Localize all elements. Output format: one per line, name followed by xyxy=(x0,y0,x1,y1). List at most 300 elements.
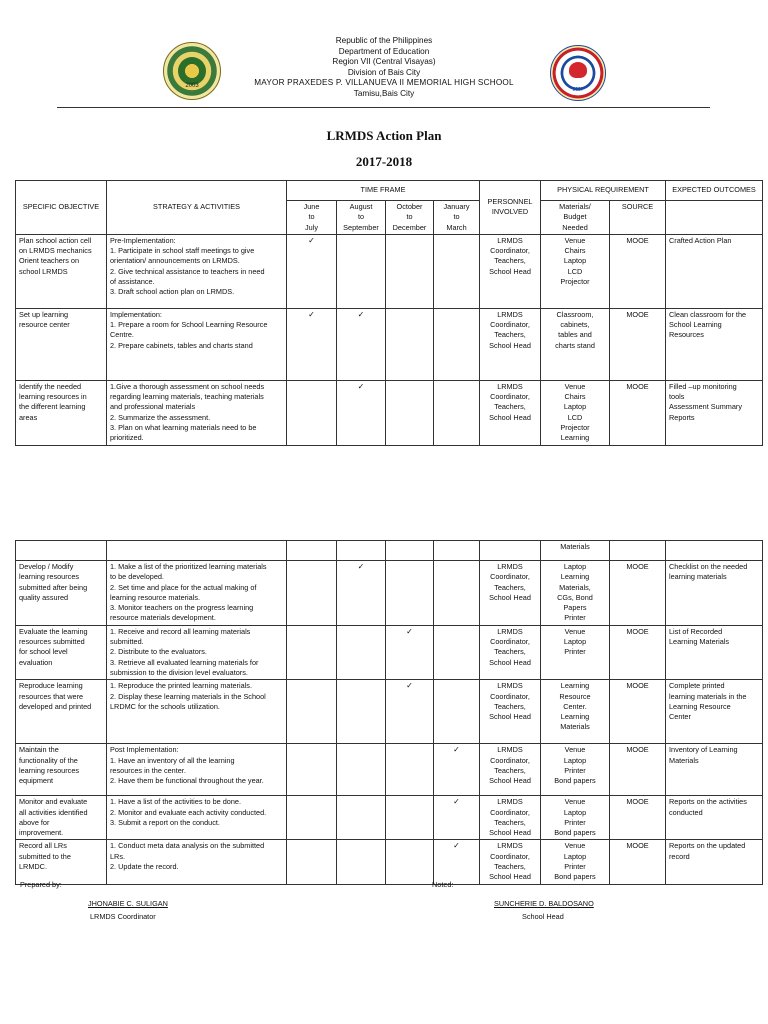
materials-cell-line: Resource xyxy=(559,691,591,701)
outcome-cell xyxy=(666,744,763,796)
outcome-cell xyxy=(666,308,763,380)
timeframe-cell xyxy=(337,380,386,445)
materials-cell-line: Laptop xyxy=(563,851,587,861)
materials-cell-line: Learning xyxy=(560,433,590,443)
source-cell: MOOE xyxy=(610,380,666,445)
strategy-cell xyxy=(107,308,287,380)
timeframe-cell xyxy=(386,744,434,796)
materials-cell-line: Projector xyxy=(560,423,590,433)
objective-cell xyxy=(16,680,107,744)
outcome-cell-line: Assessment Summary xyxy=(669,402,742,412)
objective-cell xyxy=(16,308,107,380)
outcome-cell-line: learning materials in the xyxy=(669,691,747,701)
outcome-cell-line: Learning Resource xyxy=(669,701,731,711)
materials-cell-line: charts stand xyxy=(555,340,595,350)
header-tf-aug-sep: August to September xyxy=(337,201,386,235)
objective-cell-line: LRMDC. xyxy=(19,862,47,872)
materials-cell-line: cabinets, xyxy=(560,320,590,330)
outcome-cell-line: learning materials xyxy=(669,572,727,582)
header-strategy-activities: STRATEGY & ACTIVITIES xyxy=(107,181,287,235)
objective-cell xyxy=(16,234,107,308)
timeframe-cell xyxy=(337,680,386,744)
school-seal-logo xyxy=(163,42,221,100)
table-row xyxy=(16,625,763,679)
table-row xyxy=(16,744,763,796)
personnel-cell xyxy=(480,796,541,840)
header-specific-objective: SPECIFIC OBJECTIVE xyxy=(16,181,107,235)
objective-cell-line: Record all LRs xyxy=(19,841,67,851)
checkmark-icon: ✓ xyxy=(406,626,413,636)
action-plan-table-page1 xyxy=(15,180,763,446)
seal-emblem-icon xyxy=(178,57,206,85)
materials-cell-line: LCD xyxy=(567,266,583,276)
strategy-cell xyxy=(107,625,287,679)
objective-cell-line: Monitor and evaluate xyxy=(19,797,88,807)
checkmark-icon: ✓ xyxy=(357,562,365,571)
timeframe-cell xyxy=(386,680,434,744)
objective-cell-line: Plan school action cell xyxy=(19,235,92,245)
timeframe-cell xyxy=(434,840,480,884)
page-title: LRMDS Action Plan xyxy=(326,128,442,143)
noter-name: SUNCHERIE D. BALDOSANO xyxy=(494,899,594,908)
source-cell: MOOE xyxy=(610,625,666,679)
personnel-cell-line: School Head xyxy=(489,657,531,667)
strategy-cell-line: prioritized. xyxy=(110,433,144,443)
personnel-cell-line: LRMDS xyxy=(497,841,523,851)
header-source: SOURCE xyxy=(610,201,666,235)
materials-cell-line: Laptop xyxy=(563,755,587,765)
objective-cell-line: for school level xyxy=(19,647,68,657)
timeframe-cell xyxy=(287,744,337,796)
outcome-cell xyxy=(666,234,763,308)
objective-cell xyxy=(16,561,107,626)
timeframe-cell xyxy=(434,680,480,744)
header-deped: Department of Education xyxy=(338,46,430,56)
objective-cell-line: Set up learning xyxy=(19,309,69,319)
objective-cell-line: learning resources xyxy=(19,572,80,582)
strategy-cell-line: 3. Submit a report on the conduct. xyxy=(110,817,220,827)
continuation-cell xyxy=(16,541,107,561)
personnel-cell-line: Teachers, xyxy=(494,817,526,827)
timeframe-cell xyxy=(386,561,434,626)
outcome-cell-line: List of Recorded xyxy=(669,626,723,636)
header-divider xyxy=(57,107,710,108)
materials-cell xyxy=(541,680,610,744)
timeframe-cell xyxy=(337,796,386,840)
objective-cell-line: submitted to the xyxy=(19,851,71,861)
prepared-by-label: Prepared by: xyxy=(20,880,62,889)
header-tf-oct-dec: October to December xyxy=(386,201,434,235)
strategy-cell-line: 3. Retrieve all evaluated learning materials for xyxy=(110,657,259,667)
personnel-cell-line: Teachers, xyxy=(494,256,526,266)
materials-cell xyxy=(541,796,610,840)
timeframe-cell xyxy=(434,625,480,679)
strategy-cell xyxy=(107,380,287,445)
strategy-cell-line: and professional materials xyxy=(110,402,196,412)
source-cell: MOOE xyxy=(610,308,666,380)
personnel-cell-line: Teachers, xyxy=(494,330,526,340)
objective-cell-line: resources that were xyxy=(19,691,84,701)
personnel-cell-line: School Head xyxy=(489,266,531,276)
strategy-cell-line: to be developed. xyxy=(110,572,164,582)
materials-cell-line: Laptop xyxy=(563,637,587,647)
strategy-cell-line: orientation/ announcements on LRMDS. xyxy=(110,256,240,266)
checkmark-icon: ✓ xyxy=(453,745,460,755)
outcome-cell-line: record xyxy=(669,851,690,861)
outcome-cell xyxy=(666,840,763,884)
personnel-cell-line: School Head xyxy=(489,828,531,838)
materials-cell-line: Venue xyxy=(564,841,586,851)
header-materials-budget: Materials/ Budget Needed xyxy=(541,201,610,235)
materials-cell-line: tables and xyxy=(558,330,592,340)
materials-cell-line: Printer xyxy=(564,817,586,827)
materials-cell-line: Learning xyxy=(560,572,590,582)
table-row xyxy=(16,796,763,840)
outcome-cell-line: Complete printed xyxy=(669,681,725,691)
table-row xyxy=(16,234,763,308)
materials-cell xyxy=(541,380,610,445)
objective-cell-line: functionality of the xyxy=(19,755,78,765)
strategy-cell-line: 2. Prepare cabinets, tables and charts stand xyxy=(110,340,253,350)
outcome-cell-line: Reports on the updated xyxy=(669,841,746,851)
personnel-cell-line: Teachers, xyxy=(494,582,526,592)
timeframe-cell xyxy=(287,625,337,679)
outcome-cell-line: Resources xyxy=(669,330,704,340)
source-cell: MOOE xyxy=(610,744,666,796)
objective-cell-line: Orient teachers on xyxy=(19,256,80,266)
strategy-cell-line: Post Implementation: xyxy=(110,745,179,755)
header-tf-jan-mar: January to March xyxy=(434,201,480,235)
table-row xyxy=(16,840,763,884)
objective-cell-line: Maintain the xyxy=(19,745,59,755)
personnel-cell xyxy=(480,625,541,679)
personnel-cell xyxy=(480,561,541,626)
strategy-cell-line: Pre-Implementation: xyxy=(110,235,176,245)
header-tf-june-july: June to July xyxy=(287,201,337,235)
continuation-cell xyxy=(610,541,666,561)
outcome-cell-line: Center xyxy=(669,712,691,722)
personnel-cell-line: Coordinator, xyxy=(490,851,530,861)
objective-cell-line: improvement. xyxy=(19,828,64,838)
timeframe-cell xyxy=(386,308,434,380)
header-time-frame: TIME FRAME xyxy=(287,181,480,201)
checkmark-icon: ✓ xyxy=(357,381,365,391)
timeframe-cell xyxy=(434,308,480,380)
continuation-cell xyxy=(480,541,541,561)
personnel-cell-line: School Head xyxy=(489,412,531,422)
timeframe-cell xyxy=(386,840,434,884)
timeframe-cell xyxy=(386,796,434,840)
outcome-cell-line: Crafted Action Plan xyxy=(669,235,732,245)
personnel-cell-line: Coordinator, xyxy=(490,572,530,582)
personnel-cell-line: LRMDS xyxy=(497,562,523,571)
objective-cell-line: Develop / Modify xyxy=(19,562,74,571)
strategy-cell-line: 1. Conduct meta data analysis on the submitted xyxy=(110,841,265,851)
personnel-cell-line: School Head xyxy=(489,872,531,882)
timeframe-cell xyxy=(337,840,386,884)
table-row xyxy=(16,380,763,445)
source-cell: MOOE xyxy=(610,234,666,308)
outcome-cell-line: Inventory of Learning xyxy=(669,745,738,755)
materials-cell xyxy=(541,840,610,884)
materials-cell-line: Bond papers xyxy=(554,828,596,838)
materials-cell-line: Laptop xyxy=(563,807,587,817)
personnel-cell-line: LRMDS xyxy=(497,745,523,755)
materials-cell-line: Bond papers xyxy=(554,776,596,786)
timeframe-cell xyxy=(434,796,480,840)
strategy-cell-line: resource materials development. xyxy=(110,613,216,623)
strategy-cell-line: learning resource materials. xyxy=(110,592,201,602)
strategy-cell-line: 2. Display these learning materials in the School xyxy=(110,691,266,701)
continuation-materials: Materials xyxy=(541,541,610,561)
preparer-title: LRMDS Coordinator xyxy=(90,912,156,921)
materials-cell-line: Laptop xyxy=(563,256,587,266)
objective-cell-line: school LRMDS xyxy=(19,266,68,276)
header-expected-outcomes: EXPECTED OUTCOMES xyxy=(666,181,763,201)
timeframe-cell xyxy=(287,561,337,626)
materials-cell-line: Venue xyxy=(564,235,586,245)
objective-cell-line: above for xyxy=(19,817,50,827)
outcome-cell-line: Checklist on the needed xyxy=(669,562,748,571)
timeframe-cell xyxy=(337,234,386,308)
materials-cell-line: Printer xyxy=(564,647,586,657)
strategy-cell-line: 1. Have an inventory of all the learning xyxy=(110,755,235,765)
strategy-cell xyxy=(107,840,287,884)
timeframe-cell xyxy=(287,380,337,445)
timeframe-cell xyxy=(287,840,337,884)
timeframe-cell xyxy=(434,234,480,308)
objective-cell-line: quality assured xyxy=(19,592,69,602)
personnel-cell-line: LRMDS xyxy=(497,381,523,391)
objective-cell-line: areas xyxy=(19,412,38,422)
continuation-cell xyxy=(107,541,287,561)
strategy-cell-line: 1. Have a list of the activities to be done. xyxy=(110,797,242,807)
header-division: Division of Bais City xyxy=(347,67,421,77)
strategy-cell-line: submitted. xyxy=(110,637,144,647)
materials-cell-line: Center. xyxy=(563,701,587,711)
strategy-cell-line: 1. Make a list of the prioritized learning materials xyxy=(110,562,267,571)
personnel-cell-line: School Head xyxy=(489,340,531,350)
objective-cell-line: evaluation xyxy=(19,657,53,667)
outcome-cell-line: Reports on the activities xyxy=(669,797,747,807)
timeframe-cell xyxy=(434,561,480,626)
objective-cell-line: all activities identified xyxy=(19,807,88,817)
personnel-cell-line: LRMDS xyxy=(497,235,523,245)
strategy-cell-line: 2. Distribute to the evaluators. xyxy=(110,647,207,657)
outcome-cell-line: Learning Materials xyxy=(669,637,730,647)
timeframe-cell xyxy=(337,308,386,380)
personnel-cell-line: Teachers, xyxy=(494,402,526,412)
materials-cell-line: Projector xyxy=(560,277,590,287)
personnel-cell-line: Coordinator, xyxy=(490,755,530,765)
checkmark-icon: ✓ xyxy=(406,681,413,691)
timeframe-cell xyxy=(386,625,434,679)
outcome-cell-line: tools xyxy=(669,392,685,402)
personnel-cell-line: Coordinator, xyxy=(490,320,530,330)
objective-cell-line: the different learning xyxy=(19,402,86,412)
personnel-cell xyxy=(480,744,541,796)
outcome-cell xyxy=(666,380,763,445)
outcome-cell xyxy=(666,680,763,744)
personnel-cell-line: Teachers, xyxy=(494,765,526,775)
strategy-cell-line: 2. Have them be functional throughout the year. xyxy=(110,776,264,786)
personnel-cell xyxy=(480,680,541,744)
continuation-cell xyxy=(287,541,337,561)
outcome-cell xyxy=(666,796,763,840)
page1-rows xyxy=(16,234,763,445)
continuation-cell xyxy=(337,541,386,561)
table-row xyxy=(16,308,763,380)
personnel-cell-line: Teachers, xyxy=(494,701,526,711)
personnel-cell-line: LRMDS xyxy=(497,681,523,691)
strategy-cell xyxy=(107,561,287,626)
personnel-cell-line: LRMDS xyxy=(497,309,523,319)
table-row xyxy=(16,680,763,744)
personnel-cell-line: Teachers, xyxy=(494,862,526,872)
materials-cell-line: Printer xyxy=(564,862,586,872)
outcome-cell xyxy=(666,625,763,679)
outcome-cell xyxy=(666,561,763,626)
objective-cell-line: Reproduce learning xyxy=(19,681,83,691)
materials-cell-line: Laptop xyxy=(563,402,587,412)
strategy-cell xyxy=(107,796,287,840)
objective-cell-line: learning resources xyxy=(19,765,80,775)
source-cell: MOOE xyxy=(610,840,666,884)
header-school-name: MAYOR PRAXEDES P. VILLANUEVA II MEMORIAL HIGH SCHOOL xyxy=(254,78,514,88)
strategy-cell-line: resources in the center. xyxy=(110,765,186,775)
personnel-cell-line: School Head xyxy=(489,712,531,722)
header-region: Region VII (Central Visayas) xyxy=(332,57,436,67)
strategy-cell-line: Centre. xyxy=(110,330,134,340)
materials-cell xyxy=(541,308,610,380)
preparer-name: JHONABIE C. SULIGAN xyxy=(88,899,168,908)
personnel-cell-line: Coordinator, xyxy=(490,637,530,647)
materials-cell-line: Materials xyxy=(560,722,590,732)
personnel-cell-line: Coordinator, xyxy=(490,691,530,701)
header-personnel-line: PERSONNEL xyxy=(487,197,533,207)
outcome-cell-line: Materials xyxy=(669,755,699,765)
strategy-cell-line: 1. Reproduce the printed learning materials. xyxy=(110,681,252,691)
division-seal-year: 2007 xyxy=(572,87,584,93)
heart-emblem-icon xyxy=(569,62,587,78)
materials-cell xyxy=(541,744,610,796)
materials-cell xyxy=(541,561,610,626)
materials-cell xyxy=(541,625,610,679)
timeframe-cell xyxy=(386,380,434,445)
continuation-cell xyxy=(386,541,434,561)
materials-cell-line: CGs, Bond xyxy=(557,592,593,602)
strategy-cell-line: regarding learning materials, teaching materials xyxy=(110,392,264,402)
strategy-cell-line: 2. Monitor and evaluate each activity conducted. xyxy=(110,807,267,817)
objective-cell-line: on LRMDS mechanics xyxy=(19,246,92,256)
timeframe-cell xyxy=(287,308,337,380)
action-plan-table-page2 xyxy=(15,540,763,885)
materials-cell-line: Materials, xyxy=(559,582,591,592)
source-cell: MOOE xyxy=(610,680,666,744)
noter-title: School Head xyxy=(522,912,564,921)
materials-cell-line: Venue xyxy=(564,381,586,391)
page2-rows xyxy=(16,561,763,885)
materials-cell-line: Venue xyxy=(564,626,586,636)
header-personnel-line: INVOLVED xyxy=(491,207,529,217)
objective-cell-line: submitted after being xyxy=(19,582,88,592)
checkmark-icon: ✓ xyxy=(453,841,460,851)
objective-cell xyxy=(16,380,107,445)
materials-cell-line: Learning xyxy=(560,712,590,722)
objective-cell-line: Identify the needed xyxy=(19,381,82,391)
continuation-cell xyxy=(434,541,480,561)
header-address: Tamisu,Bais City xyxy=(353,88,415,98)
strategy-cell-line: 3. Plan on what learning materials need to be xyxy=(110,423,257,433)
timeframe-cell xyxy=(287,234,337,308)
materials-cell-line: Laptop xyxy=(563,562,587,571)
strategy-cell-line: LRDMC for the schools utilization. xyxy=(110,701,220,711)
header-physical-requirement: PHYSICAL REQUIREMENT xyxy=(541,181,666,201)
checkmark-icon: ✓ xyxy=(453,797,460,807)
personnel-cell-line: Coordinator, xyxy=(490,392,530,402)
objective-cell xyxy=(16,625,107,679)
materials-cell-line: Papers xyxy=(563,603,587,613)
outcome-cell-line: School Learning xyxy=(669,320,722,330)
checkmark-icon: ✓ xyxy=(357,309,365,319)
materials-cell-line: Bond papers xyxy=(554,872,596,882)
materials-cell-line: Venue xyxy=(564,797,586,807)
strategy-cell-line: 1.Give a thorough assessment on school needs xyxy=(110,381,265,391)
objective-cell-line: equipment xyxy=(19,776,54,786)
strategy-cell-line: 2. Update the record. xyxy=(110,862,179,872)
outcome-cell-line: Filled –up monitoring xyxy=(669,381,737,391)
strategy-cell-line: 1. Receive and record all learning materials xyxy=(110,626,251,636)
materials-cell-line: Chairs xyxy=(564,246,586,256)
materials-cell-line: Learning xyxy=(560,681,590,691)
outcome-cell-line: Clean classroom for the xyxy=(669,309,747,319)
personnel-cell xyxy=(480,308,541,380)
objective-cell-line: developed and printed xyxy=(19,701,92,711)
checkmark-icon: ✓ xyxy=(308,235,315,245)
objective-cell-line: resources submitted xyxy=(19,637,85,647)
header-outcomes-blank xyxy=(666,201,763,235)
checkmark-icon: ✓ xyxy=(308,309,315,319)
materials-cell-line: Chairs xyxy=(564,392,586,402)
objective-cell xyxy=(16,840,107,884)
strategy-cell-line: 3. Draft school action plan on LRMDS. xyxy=(110,287,235,297)
division-seal-logo xyxy=(550,45,606,101)
source-cell: MOOE xyxy=(610,561,666,626)
timeframe-cell xyxy=(434,380,480,445)
strategy-cell-line: 1. Prepare a room for School Learning Resource xyxy=(110,320,268,330)
personnel-cell xyxy=(480,840,541,884)
personnel-cell-line: School Head xyxy=(489,776,531,786)
personnel-cell-line: LRMDS xyxy=(497,797,523,807)
materials-cell-line: Classroom, xyxy=(556,309,594,319)
timeframe-cell xyxy=(386,234,434,308)
strategy-cell-line: 2. Summarize the assessment. xyxy=(110,412,211,422)
timeframe-cell xyxy=(337,625,386,679)
personnel-cell-line: Coordinator, xyxy=(490,246,530,256)
objective-cell-line: resource center xyxy=(19,320,70,330)
outcome-cell-line: Reports xyxy=(669,412,695,422)
noted-label: Noted: xyxy=(432,880,454,889)
timeframe-cell xyxy=(337,561,386,626)
header-republic: Republic of the Philippines xyxy=(335,36,433,45)
timeframe-cell xyxy=(287,680,337,744)
strategy-cell-line: 3. Monitor teachers on the progress learning xyxy=(110,603,254,613)
letterhead xyxy=(0,36,768,100)
source-cell: MOOE xyxy=(610,796,666,840)
timeframe-cell xyxy=(434,744,480,796)
materials-cell xyxy=(541,234,610,308)
timeframe-cell xyxy=(337,744,386,796)
